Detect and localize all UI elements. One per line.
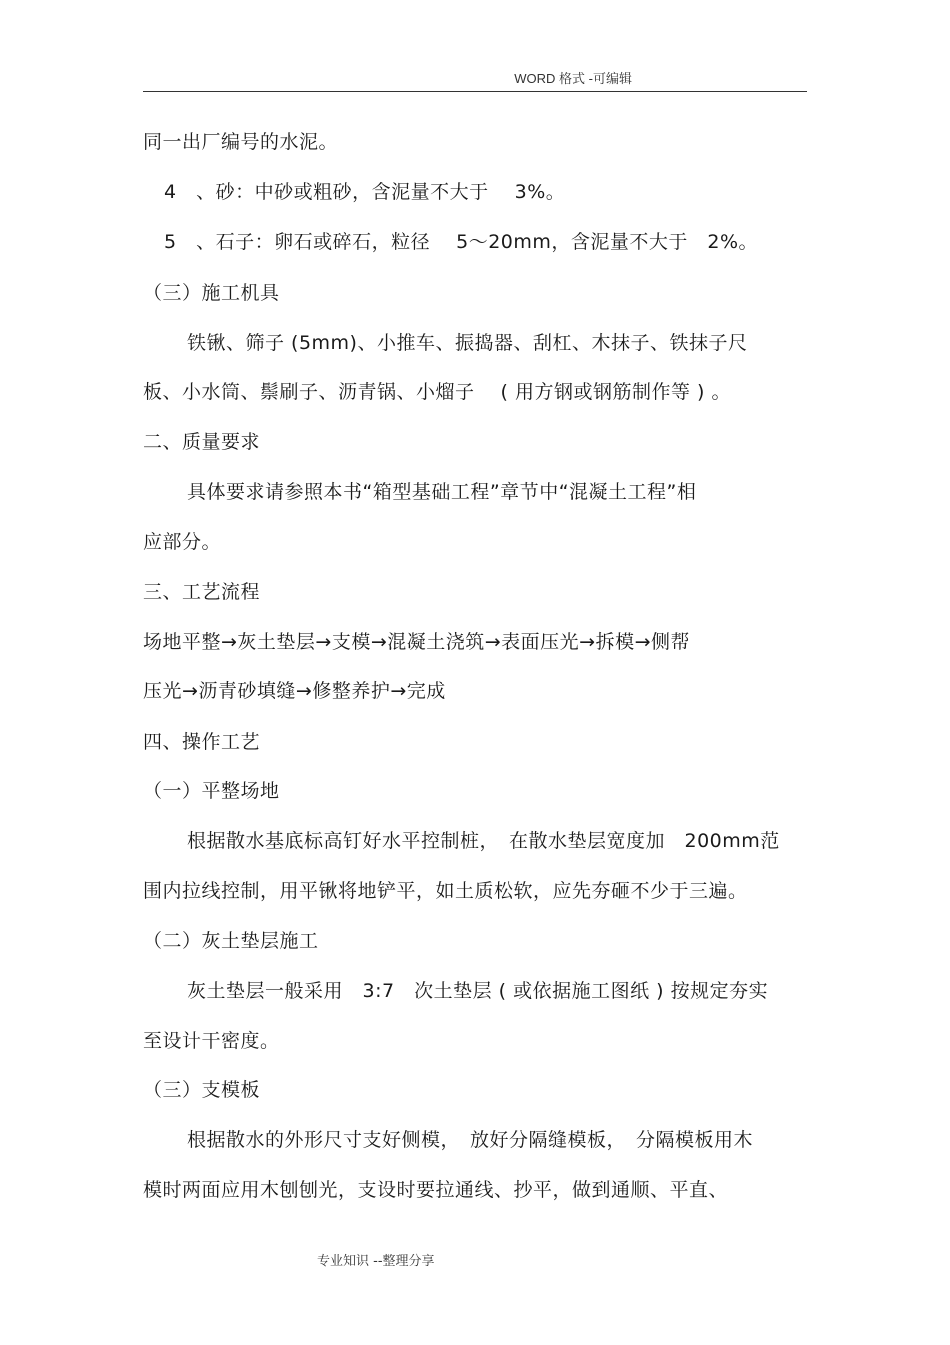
header-divider (143, 91, 807, 92)
text-line: 具体要求请参照本书“箱型基础工程”章节中“混凝土工程”相 (187, 481, 697, 503)
section-heading: 四、操作工艺 (143, 731, 261, 753)
text-line: 同一出厂编号的水泥。 (143, 131, 339, 153)
text-line: 模时两面应用木刨刨光，支设时要拉通线、抄平，做到通顺、平直、 (143, 1179, 729, 1201)
text-line: 至设计干密度。 (143, 1030, 280, 1052)
text-line: 应部分。 (143, 531, 222, 553)
text-line: 铁锹、筛子 (5mm)、小推车、振捣器、刮杠、木抹子、铁抹子尺 (187, 332, 748, 354)
section-heading: 三、工艺流程 (143, 581, 261, 603)
section-heading: （二）灰土垫层施工 (143, 930, 319, 952)
text-line: 场地平整→灰土垫层→支模→混凝土浇筑→表面压光→拆模→侧帮 (143, 631, 691, 653)
page-header: WORD 格式 -可编辑 (514, 71, 632, 86)
text-line: 板、小水筒、鬃刷子、沥青锅、小熘子 ( 用方钢或钢筋制作等 ) 。 (143, 381, 731, 403)
section-heading: （三）支模板 (143, 1079, 261, 1101)
text-line: 压光→沥青砂填缝→修整养护→完成 (143, 680, 446, 702)
text-line: 根据散水的外形尺寸支好侧模， 放好分隔缝模板， 分隔模板用木 (187, 1129, 754, 1151)
page-footer: 专业知识 --整理分享 (317, 1254, 435, 1269)
text-line: 围内拉线控制，用平锹将地铲平，如土质松软，应先夯砸不少于三遍。 (143, 880, 748, 902)
text-line: 根据散水基底标高钉好水平控制桩， 在散水垫层宽度加 200mm范 (187, 830, 780, 852)
text-line: 4 、砂：中砂或粗砂，含泥量不大于 3%。 (164, 181, 566, 203)
text-line: 灰土垫层一般采用 3:7 次土垫层 ( 或依据施工图纸 ) 按规定夯实 (187, 980, 769, 1002)
section-heading: 二、质量要求 (143, 431, 261, 453)
section-heading: （一）平整场地 (143, 780, 280, 802)
section-heading: （三）施工机具 (143, 282, 280, 304)
text-line: 5 、石子：卵石或碎石，粒径 5～20mm，含泥量不大于 2%。 (164, 231, 759, 253)
